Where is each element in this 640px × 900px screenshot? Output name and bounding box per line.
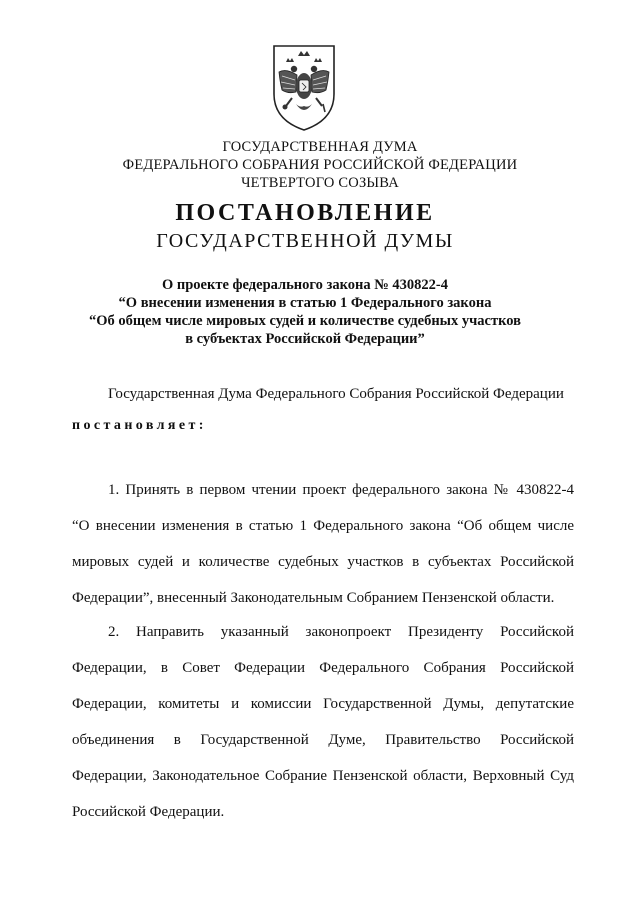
paragraph-line: Федерации, в Совет Федерации Федерального Собрания Российской bbox=[72, 660, 574, 676]
paragraph-line: Федерации”, внесенный Законодательным Собранием Пензенской области. bbox=[72, 590, 555, 606]
document-subject bbox=[0, 276, 610, 348]
preamble-text: Государственная Дума Федерального Собрания Российской Федерации bbox=[108, 386, 564, 402]
subject-line: О проекте федерального закона № 430822-4 bbox=[161, 277, 449, 293]
coat-of-arms-icon bbox=[268, 42, 340, 134]
paragraph-1 bbox=[72, 480, 574, 624]
decides-text: постановляет: bbox=[72, 418, 207, 433]
paragraph-line: “О внесении изменения в статью 1 Федерального закона “Об общем числе bbox=[72, 518, 574, 534]
paragraph-line: объединения в Государственной Думе, Правительство Российской bbox=[72, 732, 574, 748]
paragraph-line: мировых судей и количестве судебных участков в субъектах Российской bbox=[72, 554, 574, 570]
paragraph-line: Федерации, Законодательное Собрание Пензенской области, Верховный Суд bbox=[72, 768, 574, 784]
subject-line: “О внесении изменения в статью 1 Федерального закона bbox=[118, 295, 492, 311]
header-line-parliament: ГОСУДАРСТВЕННАЯ ДУМА bbox=[222, 139, 418, 155]
subject-line: в субъектах Российской Федерации” bbox=[185, 331, 425, 347]
paragraph-line: 1. Принять в первом чтении проект федерального закона № 430822-4 bbox=[108, 482, 574, 498]
paragraph-2 bbox=[72, 622, 574, 838]
document-type-title: ПОСТАНОВЛЕНИЕ bbox=[175, 200, 435, 226]
header-line-federal-assembly: ФЕДЕРАЛЬНОГО СОБРАНИЯ РОССИЙСКОЙ ФЕДЕРАЦИИ bbox=[122, 157, 518, 173]
paragraph-line: Федерации, комитеты и комиссии Государственной Думы, депутатские bbox=[72, 696, 574, 712]
document-organ-subtitle: ГОСУДАРСТВЕННОЙ ДУМЫ bbox=[156, 230, 454, 252]
subject-line: “Об общем числе мировых судей и количестве судебных участков bbox=[89, 313, 521, 329]
paragraph-line: Российской Федерации. bbox=[72, 804, 225, 820]
header-line-convocation: ЧЕТВЕРТОГО СОЗЫВА bbox=[241, 175, 399, 191]
paragraph-line: 2. Направить указанный законопроект Президенту Российской bbox=[108, 624, 574, 640]
